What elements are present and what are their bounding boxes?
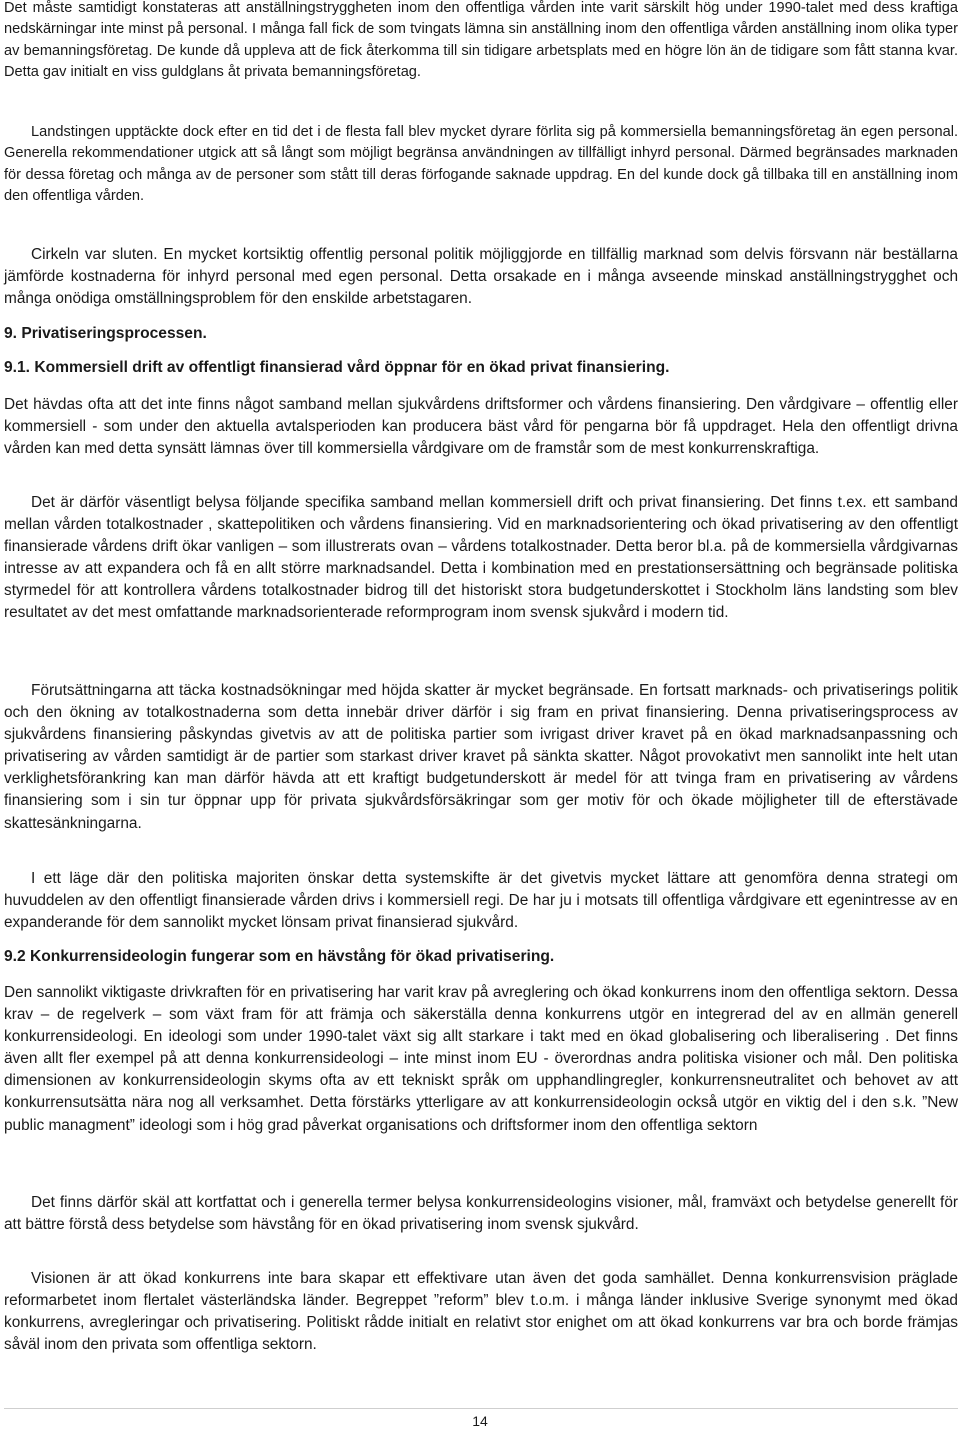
page-number: 14 bbox=[472, 1413, 488, 1429]
paragraph-political-majority: I ett läge där den politiska majoriten önskar detta systemskifte är det givetvis mycket lättare att genomföra denna strategi om huvuddelen av den offentligt finansierade vården drivs i kommersiell regi. De har ju i motsats till offentliga vårdgivare ett egenintresse av en expanderande för dem sannolikt mycket lönsam privat finansierad sjukvård. bbox=[4, 870, 958, 932]
paragraph-commercial-operation: Det är därför väsentligt belysa följande specifika samband mellan kommersiell drift och privat finansiering. Det finns t.ex. ett samband mellan vården totalkostnader , skattepolitiken och vårdens finansiering. Vid en marknadsorientering och ökad privatisering av den offentligt finansierade vårdens drift ökar vanligen – som illustrerats ovan – vårdens totalkostnader. Detta beror bl.a. på de kommersiella vårdgivarnas intresse av att expandera och få en allt större marknadsandel. Detta i kombination med en prestationsersättning och begränsade politiska styrmedel för att kontrollera vårdens totalkostnader bidrog till det historiskt stora budgetunderskottet i Stockholm läns landsting som blev resultatet av det mest omfattande marknadsorienterade reformprogram inom svensk sjukvård i modern tid. bbox=[4, 494, 958, 622]
paragraph-circle-closed: Cirkeln var sluten. En mycket kortsiktig offentlig personal politik möjliggjorde en tillfällig marknad som delvis försvann när beställarna jämförde kostnaderna för inhyrd personal med egen personal. Detta orsakade en i många avseende minskad anställningstrygghet och många onödiga omställningsproblem för den enskilde arbetstagaren. bbox=[4, 246, 958, 308]
paragraph-competition-ideology-overview: Det finns därför skäl att kortfattat och i generella termer belysa konkurrensideologins visioner, mål, framväxt och betydelse generellt för att bättre förstå dess betydelse som hävstång för en ökad privatisering inom svensk sjukvård. bbox=[4, 1194, 958, 1234]
section-heading-9-1: 9.1. Kommersiell drift av offentligt finansierad vård öppnar för en ökad privat finansiering. bbox=[4, 359, 670, 376]
paragraph-competition-driver: Den sannolikt viktigaste drivkraften för en privatisering har varit krav på avreglering och ökad konkurrens inom den offentliga sektorn. Dessa krav – de regelverk – som växt fram för att främja och säkerställa denna konkurrens utgör en integrerad del av en allmän generell konkurrensideologi. En ideologi som under 1990-talet växt sig allt starkare i takt med en ökad globalisering och liberalisering . Det finns även allt fler exempel på att denna konkurrensideologi – inte minst inom EU - överordnas andra politiska visioner och mål. Den politiska dimensionen av konkurrensideologin skyms ofta av ett tekniskt språk om upphandlingregler, konkurrensneutralitet och behovet av att konkurrensutsätta nära nog all verksamhet. Detta förstärks ytterligare av att konkurrensideologin också utgör en viktig del i den s.k. ”New public managment” ideologi som i hög grad påverkat organisations och driftsformer inom den offentliga sektorn bbox=[4, 984, 958, 1134]
paragraph-tax-increases: Förutsättningarna att täcka kostnadsökningar med höjda skatter är mycket begränsade. En fortsatt marknads- och privatiserings politik och den ökning av totalkostnaderna som detta innebär driver därför i sig fram en privat finansiering. Denna privatiseringsprocess av sjukvårdens finansiering påskyndas givetvis av att de politiska partier som ivrigast driver kravet på en ökad marknadsanpassning och privatisering av vården samtidigt är de partier som starkast driver kravet på sänkta skatter. Något provokativt men sannolikt inte helt utan verklighetsförankring kan man därför hävda att ett kraftigt budgetunderskott är medel för att tvinga fram en privatisering av vårdens finansiering som i sin tur öppnar upp för privata sjukvårdsförsäkringar som ger motiv för och ökade möjligheter till de efterstävade skattesänkningarna. bbox=[4, 682, 958, 832]
paragraph-staffing-agencies: Det måste samtidigt konstateras att anställningstryggheten inom den offentliga vården inte varit särskilt hög under 1990-talet med dess kraftiga nedskärningar inte minst på personal. I många fall fick de som tvingats lämna sin anställning inom den offentliga vården anställning inom olika typer av bemanningsföretag. De kunde då uppleva att de fick återkomma till sin tidigare arbetsplats med en högre lön än de tidigare som fått stanna kvar. Detta gav initialt en viss guldglans åt privata bemanningsföretag. bbox=[4, 0, 958, 81]
paragraph-county-councils: Landstingen upptäckte dock efter en tid det i de flesta fall blev mycket dyrare förlita sig på kommersiella bemanningsföretag än egen personal. Generella rekommendationer utgick att så långt som möjligt begränsa användningen av tillfälligt inhyrd personal. Därmed begränsades marknaden för dessa företag och många av de personer som stått till deras förfogande saknade uppdrag. En del kunde dock gå tillbaka till en anställning inom den offentliga vården. bbox=[4, 124, 958, 205]
section-heading-9-2: 9.2 Konkurrensideologin fungerar som en hävstång för ökad privatisering. bbox=[4, 948, 555, 965]
footer-divider bbox=[4, 1408, 958, 1409]
section-heading-9: 9. Privatiseringsprocessen. bbox=[4, 325, 207, 342]
paragraph-financing-link: Det hävdas ofta att det inte finns något samband mellan sjukvårdens driftsformer och vårdens finansiering. Den vårdgivare – offentlig eller kommersiell - som under den aktuella avtalsperioden kan producera bäst vård för pengarna bör få uppdraget. Hela den offentligt drivna vården kan med detta synsätt lämnas över till kommersiella vårdgivare om de framstår som de mest konkurrenskraftiga. bbox=[4, 396, 958, 458]
paragraph-competition-vision: Visionen är att ökad konkurrens inte bara skapar ett effektivare utan även det goda samhället. Denna konkurrensvision präglade reformarbetet inom flertalet västerländska länder. Begreppet ”reform” blev t.o.m. i många länder inklusive Sverige synonymt med ökad konkurrens, avregleringar och privatisering. Politiskt rådde initialt en relativt stor enighet om att ökad konkurrens var bra och borde främjas såväl inom den privata som offentliga sektorn. bbox=[4, 1270, 958, 1354]
